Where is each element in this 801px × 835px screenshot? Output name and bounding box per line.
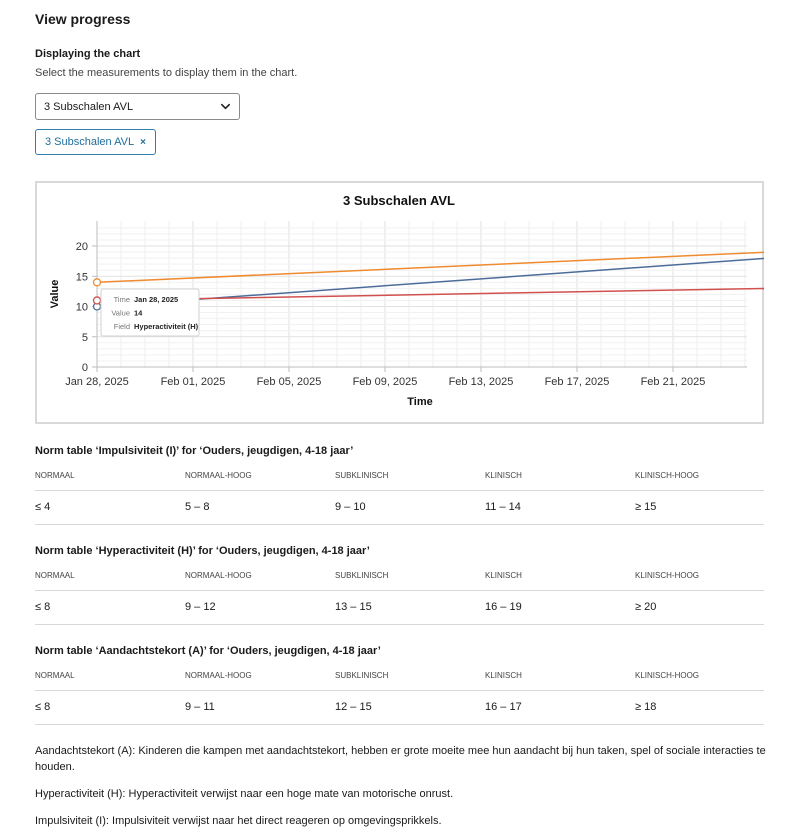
measurement-select[interactable] (35, 93, 240, 120)
note-aandachtstekort: Aandachtstekort (A): Kinderen die kampen met aandachtstekort, hebben er grote moeite mee hun aandacht bij hun taken, spel of sociale interacties te houden. (35, 745, 766, 773)
norm-table-cell: ≤ 8 (35, 601, 51, 613)
x-tick-label: Feb 09, 2025 (352, 376, 418, 388)
chevron-down-icon (220, 101, 231, 112)
y-tick-label: 10 (75, 301, 88, 314)
norm-table-title: Norm table ‘Aandachtstekort (A)’ for ‘Ouders, jeugdigen, 4-18 jaar’ (35, 645, 381, 657)
norm-table-header: SUBKLINISCH (335, 571, 389, 580)
norm-table-header: KLINISCH (485, 571, 522, 580)
display-section-title: Displaying the chart (35, 48, 141, 60)
measurement-select-value: 3 Subschalen AVL (44, 100, 134, 113)
norm-table-header: NORMAAL (35, 571, 75, 580)
norm-table-header: KLINISCH (485, 671, 522, 680)
norm-table-cell: 9 – 11 (185, 701, 215, 713)
note-hyperactiviteit: Hyperactiviteit (H): Hyperactiviteit verwijst naar een hoge mate van motorische onrust. (35, 788, 454, 800)
norm-table-header: KLINISCH-HOOG (635, 471, 700, 480)
y-axis-label: Value (49, 279, 61, 309)
norm-table-header: KLINISCH-HOOG (635, 571, 700, 580)
norm-table-cell: ≥ 15 (635, 501, 657, 513)
x-tick-label: Feb 13, 2025 (448, 376, 514, 388)
norm-table-header: NORMAAL-HOOG (185, 671, 252, 680)
tooltip-label: Field (113, 322, 130, 331)
norm-table-cell: 5 – 8 (185, 501, 210, 513)
progress-chart (35, 181, 764, 424)
norm-table-cell: 16 – 19 (485, 601, 522, 613)
display-section-description: Select the measurements to display them in the chart. (35, 67, 298, 79)
y-tick-label: 0 (81, 362, 88, 374)
x-tick-label: Feb 21, 2025 (640, 376, 706, 388)
norm-table-cell: ≥ 20 (635, 601, 657, 613)
divider (35, 524, 764, 525)
norm-table-header: KLINISCH (485, 471, 522, 480)
norm-table-title: Norm table ‘Hyperactiviteit (H)’ for ‘Ouders, jeugdigen, 4-18 jaar’ (35, 545, 370, 557)
norm-table-cell: ≤ 8 (35, 701, 51, 713)
close-icon[interactable]: × (140, 136, 146, 148)
norm-table-header: NORMAAL-HOOG (185, 571, 252, 580)
norm-table-header: KLINISCH-HOOG (635, 671, 700, 680)
tooltip-label: Value (111, 308, 130, 318)
norm-table-header: NORMAAL (35, 471, 75, 480)
data-point (94, 279, 101, 286)
y-tick-label: 5 (81, 331, 88, 344)
x-tick-label: Feb 01, 2025 (160, 376, 226, 388)
note-impulsiviteit: Impulsiviteit (I): Impulsiviteit verwijst naar het direct reageren op omgevingsprikkels. (35, 815, 442, 827)
tooltip-value: 14 (134, 308, 143, 318)
divider (35, 590, 764, 591)
tooltip-label: Time (113, 295, 130, 304)
norm-table-cell: 12 – 15 (335, 701, 372, 713)
norm-table-header: SUBKLINISCH (335, 471, 389, 480)
selected-measurement-tag-label: 3 Subschalen AVL (45, 136, 135, 148)
x-axis-label: Time (407, 396, 433, 408)
divider (35, 490, 764, 491)
norm-table-cell: ≥ 18 (635, 701, 657, 713)
norm-table-header: NORMAAL-HOOG (185, 471, 252, 480)
norm-table-title: Norm table ‘Impulsiviteit (I)’ for ‘Ouders, jeugdigen, 4-18 jaar’ (35, 445, 354, 457)
selected-measurement-tag[interactable] (35, 129, 156, 155)
chart-title: 3 Subschalen AVL (343, 193, 455, 208)
y-tick-label: 15 (75, 271, 88, 284)
y-tick-label: 20 (75, 241, 88, 253)
norm-table-cell: 16 – 17 (485, 701, 522, 713)
x-tick-label: Feb 17, 2025 (544, 376, 610, 388)
norm-table-cell: 13 – 15 (335, 601, 372, 613)
norm-table-header: NORMAAL (35, 671, 75, 680)
x-tick-label: Jan 28, 2025 (65, 376, 129, 388)
norm-table-header: SUBKLINISCH (335, 671, 389, 680)
norm-table-cell: 9 – 12 (185, 601, 216, 613)
divider (35, 624, 764, 625)
divider (35, 724, 764, 725)
data-point (94, 297, 101, 304)
norm-table-cell: 11 – 14 (485, 501, 521, 513)
x-tick-label: Feb 05, 2025 (256, 376, 322, 388)
tooltip-value: Jan 28, 2025 (134, 295, 179, 304)
norm-table-cell: 9 – 10 (335, 501, 366, 513)
page-title: View progress (35, 11, 131, 27)
divider (35, 690, 764, 691)
tooltip-value: Hyperactiviteit (H) (134, 322, 199, 331)
norm-table-cell: ≤ 4 (35, 501, 51, 513)
